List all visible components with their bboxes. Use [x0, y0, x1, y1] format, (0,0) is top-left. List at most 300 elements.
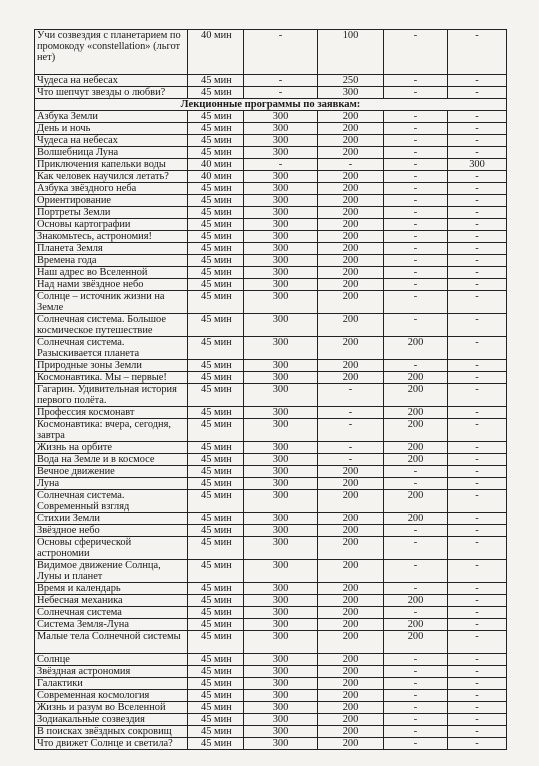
- price-cell: -: [384, 183, 448, 195]
- price-cell: 300: [244, 631, 318, 654]
- program-name-cell: Система Земля-Луна: [35, 619, 188, 631]
- price-cell: -: [448, 243, 507, 255]
- program-name-cell: Знакомьтесь, астрономия!: [35, 231, 188, 243]
- program-name-cell: Солнце – источник жизни на Земле: [35, 291, 188, 314]
- table-row: [35, 478, 507, 490]
- price-cell: 300: [244, 147, 318, 159]
- price-cell: 300: [244, 123, 318, 135]
- price-cell: 200: [318, 147, 384, 159]
- program-name-cell: Небесная механика: [35, 595, 188, 607]
- program-name-cell: Солнечная система: [35, 607, 188, 619]
- duration-cell: 45 мин: [188, 442, 244, 454]
- price-cell: -: [384, 690, 448, 702]
- price-cell: 200: [384, 631, 448, 654]
- price-cell: 300: [244, 666, 318, 678]
- program-name-cell: Основы картографии: [35, 219, 188, 231]
- price-cell: 300: [244, 219, 318, 231]
- price-cell: 300: [244, 171, 318, 183]
- duration-cell: 45 мин: [188, 595, 244, 607]
- price-cell: 200: [318, 360, 384, 372]
- program-name-cell: Зодиакальные созвездия: [35, 714, 188, 726]
- price-cell: -: [384, 702, 448, 714]
- price-cell: 300: [448, 159, 507, 171]
- price-cell: -: [448, 442, 507, 454]
- duration-cell: 45 мин: [188, 219, 244, 231]
- price-cell: -: [448, 407, 507, 419]
- table-row: [35, 337, 507, 360]
- price-cell: -: [448, 513, 507, 525]
- price-cell: 300: [244, 314, 318, 337]
- price-cell: -: [384, 525, 448, 537]
- price-cell: 200: [384, 407, 448, 419]
- program-name-cell: Чудеса на небесах: [35, 75, 188, 87]
- duration-cell: 45 мин: [188, 525, 244, 537]
- program-name-cell: День и ночь: [35, 123, 188, 135]
- price-cell: 300: [244, 255, 318, 267]
- program-name-cell: Планета Земля: [35, 243, 188, 255]
- program-name-cell: Учи созвездия с планетарием по промокоду «constellation» (льгот нет): [35, 30, 188, 75]
- price-cell: -: [448, 30, 507, 75]
- price-cell: -: [244, 75, 318, 87]
- program-name-cell: Стихии Земли: [35, 513, 188, 525]
- duration-cell: 45 мин: [188, 291, 244, 314]
- table-row: [35, 513, 507, 525]
- price-cell: -: [448, 738, 507, 750]
- program-name-cell: Приключения капельки воды: [35, 159, 188, 171]
- table-row: [35, 595, 507, 607]
- duration-cell: 45 мин: [188, 466, 244, 478]
- price-cell: 200: [318, 478, 384, 490]
- price-cell: 250: [318, 75, 384, 87]
- price-cell: -: [448, 560, 507, 583]
- price-cell: -: [448, 147, 507, 159]
- price-cell: 300: [244, 243, 318, 255]
- program-name-cell: Вечное движение: [35, 466, 188, 478]
- price-cell: -: [448, 466, 507, 478]
- table-row: [35, 442, 507, 454]
- price-cell: -: [448, 631, 507, 654]
- program-name-cell: Что движет Солнце и светила?: [35, 738, 188, 750]
- price-cell: -: [384, 666, 448, 678]
- table-row: [35, 583, 507, 595]
- program-name-cell: Чудеса на небесах: [35, 135, 188, 147]
- price-cell: 200: [384, 337, 448, 360]
- price-cell: 300: [244, 195, 318, 207]
- price-cell: -: [384, 30, 448, 75]
- price-cell: -: [448, 123, 507, 135]
- price-cell: -: [448, 267, 507, 279]
- price-cell: -: [448, 678, 507, 690]
- table-row: [35, 490, 507, 513]
- program-name-cell: Жизнь на орбите: [35, 442, 188, 454]
- table-row: [35, 560, 507, 583]
- price-cell: -: [244, 159, 318, 171]
- duration-cell: 45 мин: [188, 75, 244, 87]
- table-row: [35, 607, 507, 619]
- price-cell: 200: [318, 654, 384, 666]
- price-cell: -: [384, 678, 448, 690]
- price-cell: -: [448, 279, 507, 291]
- price-cell: -: [384, 279, 448, 291]
- price-cell: 300: [244, 714, 318, 726]
- table-row: [35, 171, 507, 183]
- price-cell: 300: [244, 583, 318, 595]
- price-cell: -: [384, 537, 448, 560]
- price-cell: -: [448, 384, 507, 407]
- price-cell: 300: [244, 738, 318, 750]
- program-name-cell: Основы сферической астрономии: [35, 537, 188, 560]
- price-cell: 200: [318, 738, 384, 750]
- price-cell: -: [448, 337, 507, 360]
- duration-cell: 45 мин: [188, 513, 244, 525]
- duration-cell: 45 мин: [188, 454, 244, 466]
- price-cell: 200: [318, 171, 384, 183]
- duration-cell: 40 мин: [188, 171, 244, 183]
- program-name-cell: Солнечная система. Современный взгляд: [35, 490, 188, 513]
- price-cell: 200: [318, 183, 384, 195]
- price-cell: -: [448, 537, 507, 560]
- duration-cell: 45 мин: [188, 490, 244, 513]
- price-cell: -: [384, 314, 448, 337]
- table-row: [35, 159, 507, 171]
- program-name-cell: Времена года: [35, 255, 188, 267]
- price-cell: 200: [318, 314, 384, 337]
- price-cell: -: [384, 714, 448, 726]
- price-cell: 300: [244, 183, 318, 195]
- price-cell: 300: [244, 619, 318, 631]
- price-cell: -: [384, 135, 448, 147]
- table-row: [35, 384, 507, 407]
- table-row: [35, 279, 507, 291]
- price-cell: 200: [318, 466, 384, 478]
- price-cell: -: [384, 123, 448, 135]
- price-cell: -: [384, 111, 448, 123]
- duration-cell: 45 мин: [188, 372, 244, 384]
- table-row: [35, 419, 507, 442]
- duration-cell: 45 мин: [188, 337, 244, 360]
- price-cell: -: [318, 384, 384, 407]
- price-cell: 200: [318, 490, 384, 513]
- price-cell: 300: [244, 372, 318, 384]
- price-cell: 300: [244, 419, 318, 442]
- price-cell: 300: [244, 607, 318, 619]
- duration-cell: 45 мин: [188, 243, 244, 255]
- price-cell: 200: [318, 714, 384, 726]
- price-cell: 200: [318, 219, 384, 231]
- program-name-cell: Современная космология: [35, 690, 188, 702]
- price-cell: 300: [244, 690, 318, 702]
- price-cell: 300: [244, 454, 318, 466]
- price-cell: -: [448, 183, 507, 195]
- table-row: [35, 291, 507, 314]
- program-name-cell: Солнечная система. Разыскивается планета: [35, 337, 188, 360]
- duration-cell: 45 мин: [188, 714, 244, 726]
- price-table-body: [35, 30, 507, 750]
- program-name-cell: Малые тела Солнечной системы: [35, 631, 188, 654]
- table-row: [35, 360, 507, 372]
- duration-cell: 45 мин: [188, 207, 244, 219]
- price-cell: -: [384, 726, 448, 738]
- price-cell: -: [448, 231, 507, 243]
- price-cell: -: [318, 419, 384, 442]
- price-cell: 200: [318, 678, 384, 690]
- duration-cell: 45 мин: [188, 702, 244, 714]
- price-cell: -: [384, 87, 448, 99]
- program-name-cell: Наш адрес во Вселенной: [35, 267, 188, 279]
- price-cell: -: [448, 419, 507, 442]
- price-cell: -: [384, 171, 448, 183]
- price-cell: -: [448, 583, 507, 595]
- price-cell: 300: [244, 537, 318, 560]
- price-cell: 300: [244, 490, 318, 513]
- price-cell: 300: [244, 654, 318, 666]
- program-name-cell: Вода на Земле и в космосе: [35, 454, 188, 466]
- price-cell: 200: [318, 525, 384, 537]
- price-cell: 200: [318, 207, 384, 219]
- price-cell: 200: [318, 702, 384, 714]
- duration-cell: 45 мин: [188, 407, 244, 419]
- duration-cell: 45 мин: [188, 135, 244, 147]
- price-cell: 200: [318, 666, 384, 678]
- duration-cell: 45 мин: [188, 195, 244, 207]
- program-name-cell: Как человек научился летать?: [35, 171, 188, 183]
- price-cell: 200: [318, 231, 384, 243]
- price-cell: -: [448, 219, 507, 231]
- price-cell: -: [448, 619, 507, 631]
- table-row: [35, 738, 507, 750]
- program-name-cell: Волшебница Луна: [35, 147, 188, 159]
- program-name-cell: Что шепчут звезды о любви?: [35, 87, 188, 99]
- price-cell: -: [448, 171, 507, 183]
- price-cell: -: [448, 255, 507, 267]
- price-cell: -: [244, 30, 318, 75]
- price-cell: 200: [318, 123, 384, 135]
- program-name-cell: Портреты Земли: [35, 207, 188, 219]
- price-cell: -: [384, 466, 448, 478]
- price-cell: -: [384, 147, 448, 159]
- program-name-cell: Жизнь и разум во Вселенной: [35, 702, 188, 714]
- price-cell: -: [448, 135, 507, 147]
- price-cell: 200: [318, 726, 384, 738]
- table-row: [35, 714, 507, 726]
- table-row: [35, 255, 507, 267]
- price-cell: 200: [318, 372, 384, 384]
- price-cell: -: [384, 738, 448, 750]
- duration-cell: 45 мин: [188, 267, 244, 279]
- table-row: [35, 147, 507, 159]
- program-name-cell: Гагарин. Удивительная история первого полёта.: [35, 384, 188, 407]
- price-cell: 300: [318, 87, 384, 99]
- price-cell: -: [448, 454, 507, 466]
- price-cell: -: [384, 478, 448, 490]
- program-name-cell: Галактики: [35, 678, 188, 690]
- duration-cell: 45 мин: [188, 537, 244, 560]
- price-cell: 200: [384, 490, 448, 513]
- price-cell: 300: [244, 111, 318, 123]
- duration-cell: 45 мин: [188, 619, 244, 631]
- price-cell: 200: [318, 513, 384, 525]
- price-cell: 300: [244, 702, 318, 714]
- price-cell: 200: [318, 537, 384, 560]
- price-cell: 300: [244, 279, 318, 291]
- duration-cell: 45 мин: [188, 631, 244, 654]
- price-cell: -: [384, 207, 448, 219]
- program-name-cell: Азбука Земли: [35, 111, 188, 123]
- price-cell: 300: [244, 726, 318, 738]
- price-cell: -: [448, 291, 507, 314]
- table-row: [35, 407, 507, 419]
- price-cell: 300: [244, 478, 318, 490]
- price-cell: -: [318, 442, 384, 454]
- duration-cell: 45 мин: [188, 654, 244, 666]
- price-cell: -: [448, 314, 507, 337]
- duration-cell: 45 мин: [188, 231, 244, 243]
- price-cell: -: [448, 714, 507, 726]
- table-row: [35, 135, 507, 147]
- price-cell: 200: [384, 619, 448, 631]
- duration-cell: 40 мин: [188, 159, 244, 171]
- price-cell: 200: [384, 454, 448, 466]
- table-row: [35, 195, 507, 207]
- program-name-cell: Над нами звёздное небо: [35, 279, 188, 291]
- table-row: [35, 123, 507, 135]
- price-cell: 300: [244, 678, 318, 690]
- price-cell: -: [318, 454, 384, 466]
- price-cell: 200: [318, 255, 384, 267]
- price-cell: -: [384, 560, 448, 583]
- price-cell: -: [448, 372, 507, 384]
- price-table: [34, 29, 507, 750]
- table-row: [35, 267, 507, 279]
- duration-cell: 45 мин: [188, 690, 244, 702]
- price-cell: -: [384, 291, 448, 314]
- duration-cell: 45 мин: [188, 384, 244, 407]
- price-cell: -: [448, 75, 507, 87]
- program-name-cell: Природные зоны Земли: [35, 360, 188, 372]
- price-cell: -: [384, 607, 448, 619]
- table-row: [35, 454, 507, 466]
- price-cell: -: [448, 702, 507, 714]
- price-cell: -: [384, 255, 448, 267]
- price-cell: -: [384, 654, 448, 666]
- price-cell: 300: [244, 267, 318, 279]
- table-row: [35, 678, 507, 690]
- price-cell: -: [384, 583, 448, 595]
- price-cell: -: [448, 654, 507, 666]
- price-cell: 200: [318, 291, 384, 314]
- duration-cell: 45 мин: [188, 123, 244, 135]
- program-name-cell: Звёздное небо: [35, 525, 188, 537]
- table-row: [35, 111, 507, 123]
- table-row: [35, 75, 507, 87]
- table-row: [35, 726, 507, 738]
- price-cell: 200: [384, 595, 448, 607]
- table-row: [35, 219, 507, 231]
- price-cell: -: [448, 726, 507, 738]
- table-row: [35, 372, 507, 384]
- table-row: [35, 314, 507, 337]
- price-cell: 200: [384, 384, 448, 407]
- price-cell: -: [448, 87, 507, 99]
- table-row: [35, 525, 507, 537]
- duration-cell: 45 мин: [188, 183, 244, 195]
- duration-cell: 45 мин: [188, 87, 244, 99]
- price-cell: 300: [244, 513, 318, 525]
- price-cell: -: [448, 360, 507, 372]
- duration-cell: 40 мин: [188, 30, 244, 75]
- price-cell: -: [448, 690, 507, 702]
- price-cell: 100: [318, 30, 384, 75]
- price-cell: 200: [318, 135, 384, 147]
- duration-cell: 45 мин: [188, 255, 244, 267]
- table-row: [35, 666, 507, 678]
- duration-cell: 45 мин: [188, 678, 244, 690]
- price-cell: 300: [244, 595, 318, 607]
- price-cell: -: [384, 360, 448, 372]
- price-cell: 200: [318, 560, 384, 583]
- program-name-cell: Видимое движение Солнца, Луны и планет: [35, 560, 188, 583]
- price-cell: 300: [244, 337, 318, 360]
- price-cell: 200: [318, 690, 384, 702]
- table-row: [35, 183, 507, 195]
- duration-cell: 45 мин: [188, 419, 244, 442]
- price-cell: -: [318, 159, 384, 171]
- duration-cell: 45 мин: [188, 583, 244, 595]
- duration-cell: 45 мин: [188, 360, 244, 372]
- price-cell: -: [384, 267, 448, 279]
- duration-cell: 45 мин: [188, 666, 244, 678]
- price-cell: -: [384, 219, 448, 231]
- price-cell: 300: [244, 442, 318, 454]
- program-name-cell: Ориентирование: [35, 195, 188, 207]
- price-cell: 300: [244, 231, 318, 243]
- table-row: [35, 537, 507, 560]
- price-cell: -: [448, 666, 507, 678]
- price-cell: -: [448, 207, 507, 219]
- price-cell: 200: [318, 595, 384, 607]
- program-name-cell: Космонавтика. Мы – первые!: [35, 372, 188, 384]
- duration-cell: 45 мин: [188, 279, 244, 291]
- price-cell: -: [448, 111, 507, 123]
- table-row: [35, 690, 507, 702]
- table-row: [35, 654, 507, 666]
- program-name-cell: Азбука звёздного неба: [35, 183, 188, 195]
- table-row: [35, 207, 507, 219]
- duration-cell: 45 мин: [188, 314, 244, 337]
- price-cell: -: [448, 525, 507, 537]
- duration-cell: 45 мин: [188, 147, 244, 159]
- price-cell: 300: [244, 407, 318, 419]
- price-cell: 200: [318, 267, 384, 279]
- price-cell: -: [448, 490, 507, 513]
- price-cell: 300: [244, 525, 318, 537]
- program-name-cell: Время и календарь: [35, 583, 188, 595]
- price-cell: 300: [244, 384, 318, 407]
- duration-cell: 45 мин: [188, 111, 244, 123]
- section-header-row: [35, 99, 507, 111]
- price-cell: -: [448, 607, 507, 619]
- price-cell: -: [384, 159, 448, 171]
- section-title: Лекционные программы по заявкам:: [35, 99, 507, 111]
- price-cell: -: [384, 243, 448, 255]
- table-row: [35, 702, 507, 714]
- price-cell: -: [244, 87, 318, 99]
- price-cell: 200: [318, 619, 384, 631]
- price-cell: 300: [244, 466, 318, 478]
- price-cell: 200: [318, 583, 384, 595]
- price-cell: -: [384, 195, 448, 207]
- price-cell: -: [384, 75, 448, 87]
